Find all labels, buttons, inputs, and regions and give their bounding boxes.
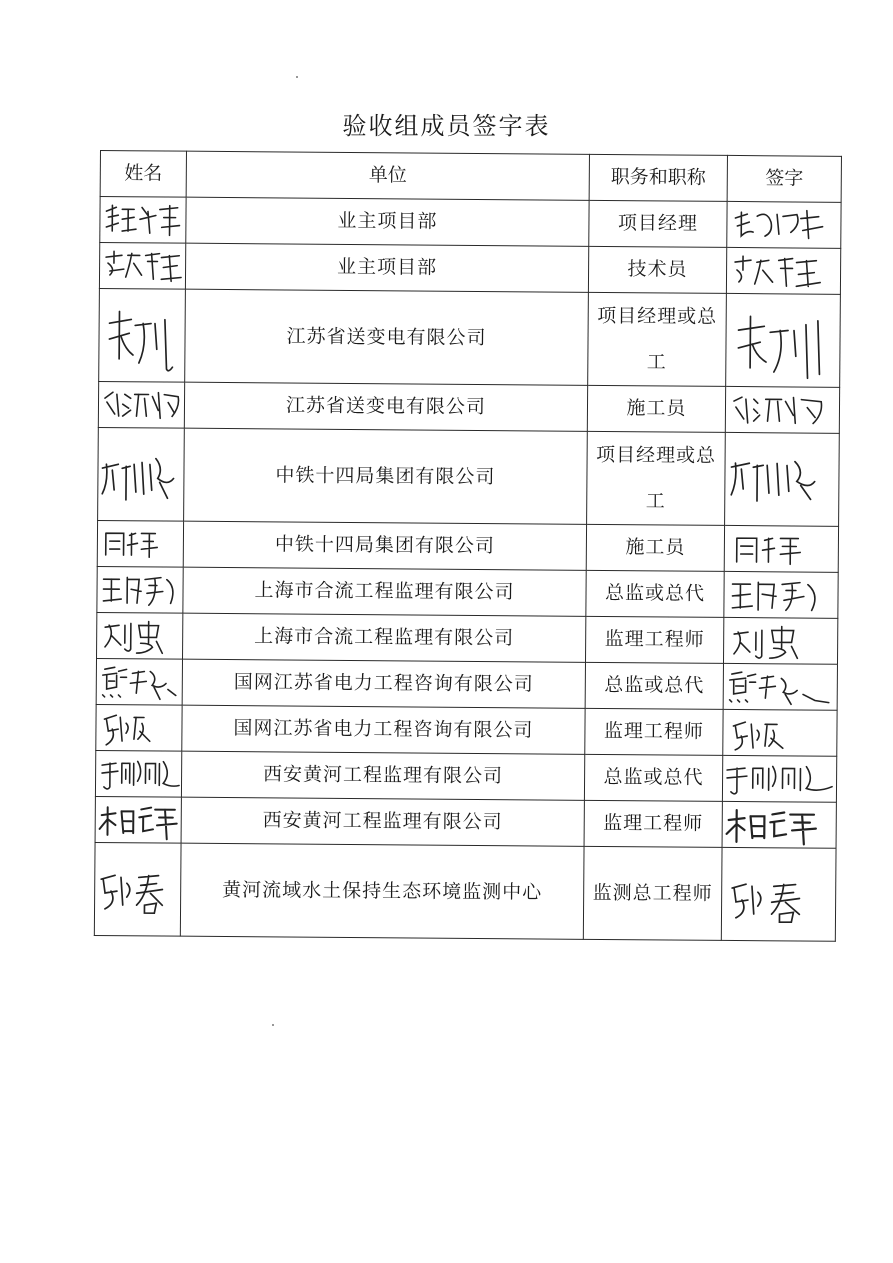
signature-mark bbox=[726, 387, 839, 433]
position-cell: 总监或总代 bbox=[586, 570, 724, 617]
header-unit: 单位 bbox=[186, 151, 589, 200]
name-signature-cell bbox=[95, 750, 181, 797]
signature-cell bbox=[725, 386, 839, 433]
signature-mark bbox=[727, 202, 840, 248]
signature-cell bbox=[722, 755, 836, 802]
handwritten-name bbox=[96, 797, 181, 843]
unit-cell: 国网江苏省电力工程咨询有限公司 bbox=[182, 705, 585, 754]
position-cell: 技术员 bbox=[588, 246, 726, 293]
signature-mark bbox=[723, 802, 836, 848]
header-name: 姓名 bbox=[100, 151, 186, 198]
name-signature-cell bbox=[97, 566, 183, 613]
table-row bbox=[99, 243, 840, 295]
unit-cell: 江苏省送变电有限公司 bbox=[185, 289, 589, 385]
signature-cell bbox=[723, 663, 837, 710]
position-cell: 施工员 bbox=[587, 385, 725, 432]
unit-cell: 业主项目部 bbox=[186, 197, 589, 246]
signature-mark bbox=[722, 848, 836, 941]
unit-cell: 中铁十四局集团有限公司 bbox=[183, 521, 586, 570]
handwritten-name bbox=[96, 705, 181, 751]
position-cell: 总监或总代 bbox=[584, 754, 722, 801]
scan-speck bbox=[296, 76, 298, 78]
signature-cell bbox=[727, 201, 841, 248]
unit-cell: 中铁十四局集团有限公司 bbox=[184, 428, 588, 524]
signature-cell bbox=[723, 617, 837, 664]
position-cell: 监理工程师 bbox=[585, 708, 723, 755]
table-row bbox=[100, 197, 841, 249]
signature-cell bbox=[726, 293, 841, 387]
handwritten-name bbox=[97, 567, 182, 613]
handwritten-name bbox=[100, 197, 185, 243]
unit-cell: 黄河流域水土保持生态环境监测中心 bbox=[180, 843, 584, 939]
handwritten-name bbox=[97, 613, 182, 659]
name-signature-cell bbox=[94, 842, 181, 936]
table-row bbox=[95, 796, 836, 848]
header-position: 职务和职称 bbox=[589, 154, 727, 201]
signature-mark bbox=[723, 756, 836, 802]
unit-cell: 国网江苏省电力工程咨询有限公司 bbox=[182, 659, 585, 708]
name-signature-cell bbox=[97, 612, 183, 659]
handwritten-name bbox=[98, 521, 183, 567]
table-row bbox=[96, 704, 837, 756]
name-signature-cell bbox=[95, 796, 181, 843]
signature-cell bbox=[724, 525, 838, 572]
name-signature-cell bbox=[96, 658, 182, 705]
signature-cell bbox=[725, 432, 840, 526]
position-cell: 施工员 bbox=[586, 524, 724, 571]
signature-mark bbox=[726, 294, 840, 387]
name-signature-cell bbox=[99, 243, 185, 290]
signature-table bbox=[94, 150, 842, 942]
page-title: 验收组成员签字表 bbox=[342, 112, 551, 140]
table-row bbox=[97, 566, 838, 618]
signature-mark bbox=[723, 710, 836, 756]
handwritten-name bbox=[100, 243, 185, 289]
table-header-row bbox=[100, 151, 841, 203]
position-cell: 项目经理或总工 bbox=[587, 431, 726, 525]
table-row bbox=[98, 427, 840, 526]
name-signature-cell bbox=[100, 197, 186, 244]
unit-cell: 上海市合流工程监理有限公司 bbox=[183, 567, 586, 616]
position-cell: 监理工程师 bbox=[584, 800, 722, 847]
table-row bbox=[97, 612, 838, 664]
table-row bbox=[98, 381, 839, 433]
name-signature-cell bbox=[97, 520, 183, 567]
handwritten-name bbox=[99, 382, 184, 428]
handwritten-name bbox=[99, 289, 185, 382]
scan-speck bbox=[272, 1024, 274, 1026]
table-row bbox=[96, 658, 837, 710]
handwritten-name bbox=[97, 659, 182, 705]
signature-cell bbox=[726, 247, 840, 294]
signature-cell bbox=[722, 801, 836, 848]
signature-cell bbox=[721, 847, 836, 941]
name-signature-cell bbox=[99, 288, 186, 382]
name-signature-cell bbox=[96, 704, 182, 751]
unit-cell: 西安黄河工程监理有限公司 bbox=[181, 797, 584, 846]
signature-mark bbox=[724, 618, 837, 664]
handwritten-name bbox=[96, 751, 181, 797]
signature-mark bbox=[724, 664, 837, 710]
signature-cell bbox=[723, 709, 837, 756]
signature-cell bbox=[724, 571, 838, 618]
position-cell: 监理工程师 bbox=[585, 616, 723, 663]
signature-mark bbox=[725, 526, 838, 572]
position-cell: 总监或总代 bbox=[585, 662, 723, 709]
signature-mark bbox=[724, 572, 837, 618]
table-row bbox=[99, 288, 841, 387]
table-row bbox=[95, 750, 836, 802]
unit-cell: 上海市合流工程监理有限公司 bbox=[183, 613, 586, 662]
table-row bbox=[94, 842, 836, 941]
unit-cell: 西安黄河工程监理有限公司 bbox=[181, 751, 584, 800]
unit-cell: 业主项目部 bbox=[185, 243, 588, 292]
position-cell: 项目经理或总工 bbox=[588, 292, 727, 386]
name-signature-cell bbox=[98, 381, 184, 428]
handwritten-name bbox=[98, 428, 184, 521]
table-row bbox=[97, 520, 838, 572]
signature-mark bbox=[727, 248, 840, 294]
unit-cell: 江苏省送变电有限公司 bbox=[184, 382, 587, 431]
position-cell: 监测总工程师 bbox=[583, 846, 722, 940]
handwritten-name bbox=[95, 843, 181, 936]
header-signature: 签字 bbox=[727, 155, 841, 202]
name-signature-cell bbox=[98, 427, 185, 521]
signature-mark bbox=[725, 433, 839, 526]
position-cell: 项目经理 bbox=[589, 200, 727, 247]
